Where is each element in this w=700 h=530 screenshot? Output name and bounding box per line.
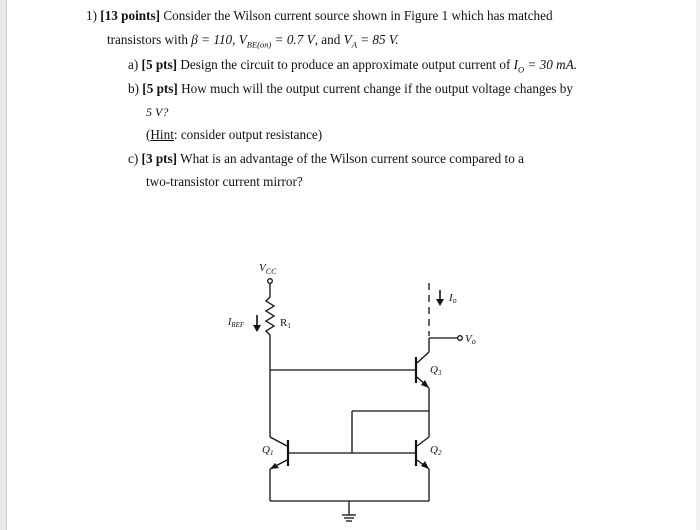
part-a-text: Design the circuit to produce an approximate output current of [180, 57, 514, 72]
part-b-label: b) [128, 81, 139, 96]
problem-line2-prefix: transistors with [107, 32, 192, 47]
r1-label: R1 [280, 317, 291, 330]
problem-number: 1) [86, 8, 97, 23]
part-a-points: [5 pts] [141, 57, 178, 72]
part-c-continuation: two-transistor current mirror? [146, 174, 303, 189]
hint-text: : consider output resistance) [173, 127, 323, 142]
vcc-label: $V_{CC}$ [259, 262, 277, 276]
part-b-points: [5 pts] [142, 81, 178, 96]
part-c-label: c) [128, 151, 139, 166]
iref-arrow-head-icon [253, 325, 261, 332]
io-label: Io [449, 292, 457, 305]
q2-collector-lead [417, 437, 429, 446]
part-c-text: What is an advantage of the Wilson current source compared to a [180, 151, 524, 166]
iref-label: $I_{REF}$ [228, 317, 245, 329]
vbe-value: = 0.7 V [271, 32, 315, 47]
q3-label: Q3 [430, 364, 442, 377]
va-subscript: A [351, 39, 357, 50]
hint-word: Hint [150, 127, 174, 142]
part-a-io-subscript: O [518, 64, 525, 75]
part-b-continuation: 5 V? [146, 105, 169, 119]
part-a-io-value: = 30 mA. [524, 57, 578, 72]
and-text: , and [314, 32, 344, 47]
va-symbol: V [343, 32, 352, 47]
vo-terminal [458, 336, 463, 341]
q1-emitter-arrow-icon [270, 463, 279, 469]
problem-line-2: transistors with β = 110, $V_{BE(on)} = 0.7$ V, and $V_A = 85$ V. [107, 32, 399, 50]
vcc-terminal [268, 279, 273, 284]
part-a-label: a) [128, 57, 139, 72]
vbe-subscript: BE(on) [246, 39, 272, 50]
q1-collector-lead [270, 437, 287, 446]
part-b-text: How much will the output current change if the output voltage changes by [181, 81, 573, 96]
io-arrow-head-icon [436, 299, 444, 306]
part-a-io-symbol: I [513, 57, 519, 72]
r1-resistor [266, 297, 274, 335]
q2-emitter-arrow-icon [421, 461, 429, 469]
q3-collector-lead [417, 352, 429, 363]
vo-label: Vo [465, 333, 476, 346]
q2-label: Q2 [430, 444, 442, 457]
q1-label: Q1 [262, 444, 274, 457]
va-value: = 85 V. [356, 32, 399, 47]
part-c-points: [3 pts] [141, 151, 178, 166]
beta-equation: β = 110 [191, 32, 233, 47]
vbe-symbol: V [238, 32, 247, 47]
problem-points: [13 points] [100, 8, 161, 23]
hint-open-paren: ( [146, 127, 151, 142]
problem-intro: Consider the Wilson current source shown in Figure 1 which has matched [163, 8, 553, 23]
